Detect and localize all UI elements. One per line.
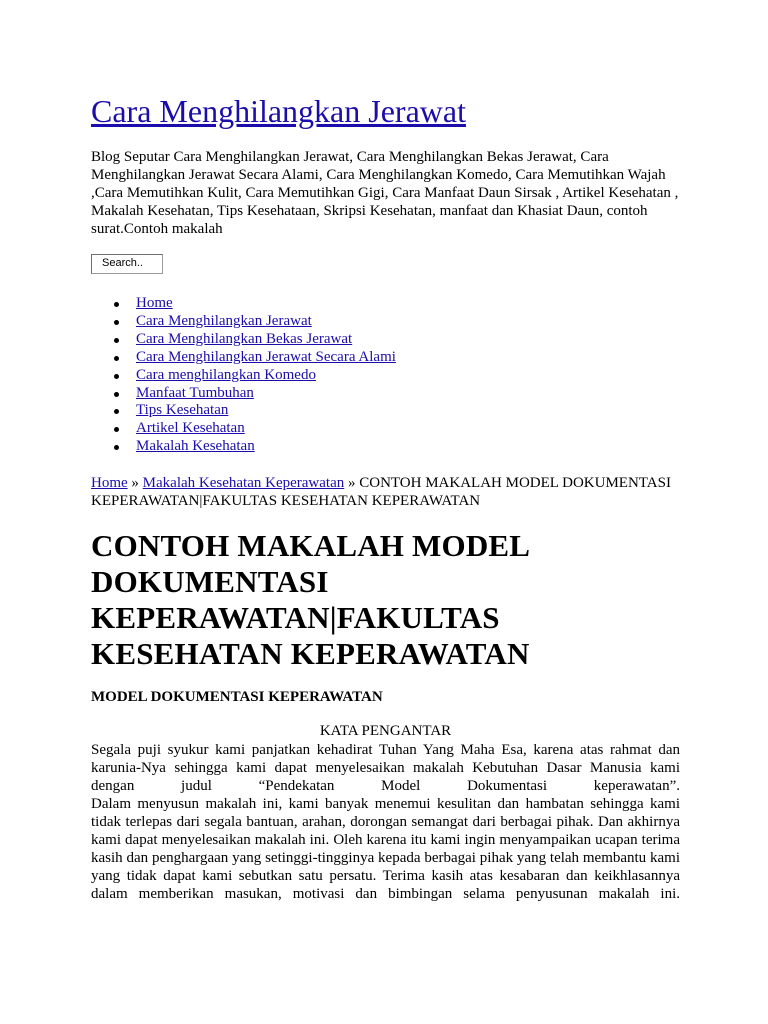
- site-title: [91, 92, 466, 130]
- nav-item-komedo: [91, 367, 396, 385]
- breadcrumb-category-link[interactable]: Makalah Kesehatan Keperawatan: [142, 475, 345, 491]
- nav-link-cara-menghilangkan-jerawat[interactable]: Cara Menghilangkan Jerawat: [136, 312, 312, 329]
- post-subtitle: MODEL DOKUMENTASI KEPERAWATAN: [91, 689, 383, 705]
- nav-item-tips-kesehatan: [91, 402, 396, 420]
- breadcrumb: [91, 474, 691, 510]
- nav-link-bekas-jerawat[interactable]: Cara Menghilangkan Bekas Jerawat: [136, 330, 353, 347]
- blog-description: Blog Seputar Cara Menghilangkan Jerawat, Cara Menghilangkan Bekas Jerawat, Cara Menghilangkan Jerawat Secara Alami, Cara Menghilangkan Komedo, Cara Memutihkan Wajah ,Cara Memutihkan Kulit, Cara Memutihkan Gigi, Cara Manfaat Daun Sirsak , Artikel Kesehatan , Makalah Kesehatan, Tips Kesehataan, Skripsi Kesehatan, manfaat dan Khasiat Daun, contoh surat.Contoh makalah: [91, 149, 679, 237]
- nav-link-manfaat-tumbuhan[interactable]: Manfaat Tumbuhan: [136, 384, 254, 401]
- post-body: [91, 741, 680, 903]
- breadcrumb-current: CONTOH MAKALAH MODEL DOKUMENTASI KEPERAWATAN|FAKULTAS KESEHATAN KEPERAWATAN: [91, 475, 671, 509]
- nav-menu: [91, 295, 396, 456]
- nav-item-makalah-kesehatan: [91, 438, 396, 456]
- nav-item-bekas-jerawat: [91, 331, 396, 349]
- search-input[interactable]: Search..: [91, 254, 163, 274]
- nav-item-artikel-kesehatan: [91, 420, 396, 438]
- breadcrumb-separator: »: [344, 475, 360, 491]
- paragraph-2: Dalam menyusun makalah ini, kami banyak menemui kesulitan dan hambatan sehingga kami tidak terlepas dari segala bantuan, arahan, dorongan semangat dari berbagai pihak. Dan akhirnya kami dapat menyelesaikan makalah ini. Oleh karena itu kami ingin menyampaikan ucapan terima kasih dan penghargaan yang setinggi-tingginya kepada berbagai pihak yang telah membantu kami yang tidak dapat kami sebutkan satu persatu. Terima kasih atas kesabaran dan keikhlasannya dalam memberikan masukan, motivasi dan bimbingan selama penyusunan makalah ini.: [91, 796, 680, 902]
- nav-item-cara-menghilangkan-jerawat: [91, 313, 396, 331]
- nav-link-komedo[interactable]: Cara menghilangkan Komedo: [136, 366, 316, 383]
- nav-link-tips-kesehatan[interactable]: Tips Kesehatan: [136, 402, 229, 419]
- nav-link-artikel-kesehatan[interactable]: Artikel Kesehatan: [136, 420, 245, 437]
- breadcrumb-separator: »: [127, 475, 143, 491]
- nav-item-manfaat-tumbuhan: [91, 385, 396, 403]
- section-heading: KATA PENGANTAR: [319, 723, 452, 739]
- site-title-link[interactable]: Cara Menghilangkan Jerawat: [91, 93, 466, 129]
- nav-link-makalah-kesehatan[interactable]: Makalah Kesehatan: [136, 438, 255, 455]
- breadcrumb-home-link[interactable]: Home: [91, 475, 128, 491]
- nav-link-jerawat-secara-alami[interactable]: Cara Menghilangkan Jerawat Secara Alami: [136, 348, 396, 365]
- paragraph-1: Segala puji syukur kami panjatkan kehadirat Tuhan Yang Maha Esa, karena atas rahmat dan karunia-Nya sehingga kami dapat menyelesaikan makalah Kebutuhan Dasar Manusia kami dengan judul “Pendekatan Model Dokumentasi keperawatan”.: [91, 742, 680, 794]
- nav-item-jerawat-secara-alami: [91, 349, 396, 367]
- post-title: CONTOH MAKALAH MODEL DOKUMENTASI KEPERAWATAN|FAKULTAS KESEHATAN KEPERAWATAN: [91, 528, 530, 671]
- nav-item-home: [91, 295, 396, 313]
- nav-link-home[interactable]: Home: [136, 295, 173, 311]
